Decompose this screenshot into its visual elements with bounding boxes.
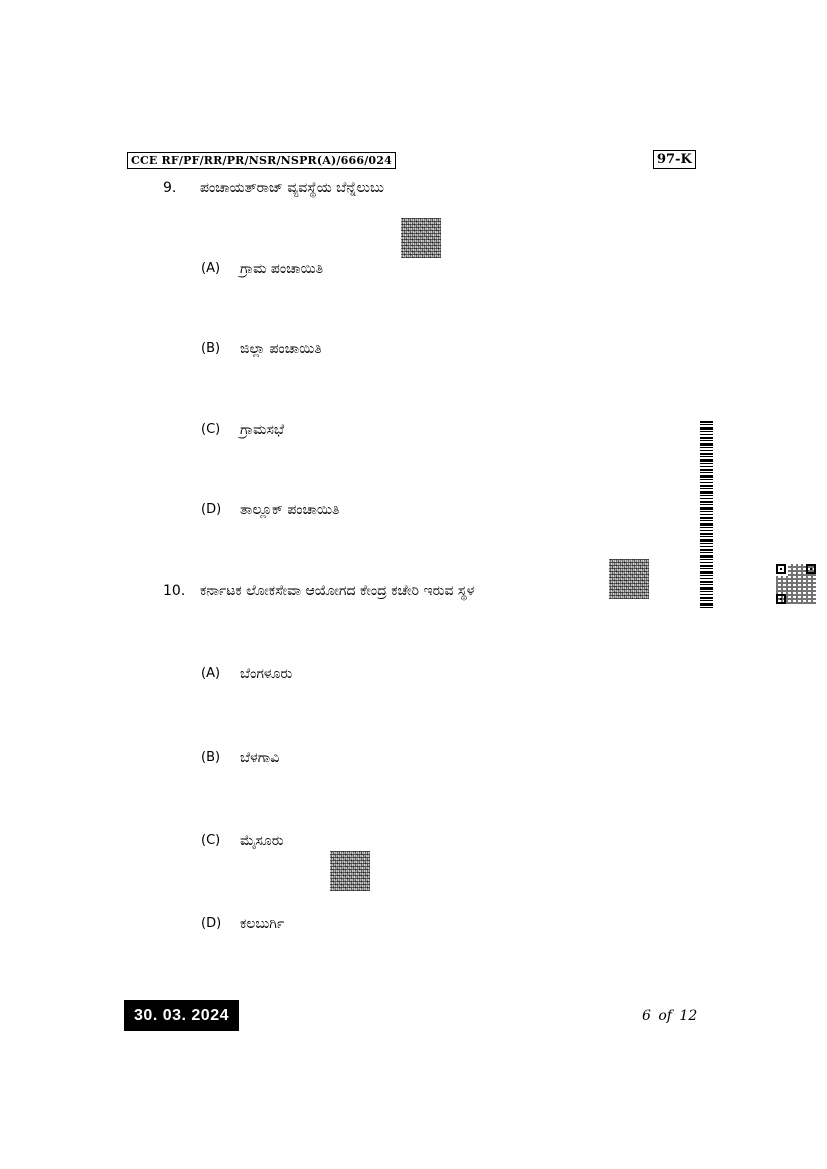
- option-text: ಗ್ರಾಮಸಭೆ: [240, 422, 285, 438]
- option-text: ಬೆಂಗಳೂರು: [240, 666, 293, 682]
- option-label: (C): [201, 833, 221, 848]
- option-label: (D): [201, 916, 222, 931]
- exam-code: CCE RF/PF/RR/PR/NSR/NSPR(A)/666/024: [127, 152, 396, 169]
- option-text: ಮೈಸೂರು: [240, 833, 284, 849]
- question-number: 10.: [163, 583, 186, 599]
- qr-code-icon: [776, 564, 816, 604]
- page-number: 6 of 12: [642, 1008, 698, 1024]
- paper-code: 97-K: [653, 150, 696, 169]
- option-text: ಜಿಲ್ಲಾ ಪಂಚಾಯಿತಿ: [240, 341, 322, 357]
- vertical-barcode: [700, 421, 713, 608]
- option-text: ಗ್ರಾಮ ಪಂಚಾಯಿತಿ: [240, 261, 324, 277]
- option-text: ಬೆಳಗಾವಿ: [240, 750, 280, 766]
- option-text: ಕಲಬುರ್ಗಿ: [240, 916, 285, 932]
- option-label: (C): [201, 422, 221, 437]
- question-text: ಪಂಚಾಯತ್‌ರಾಜ್ ವ್ಯವಸ್ಥೆಯ ಬೆನ್ನೆಲುಬು: [200, 180, 384, 196]
- option-label: (D): [201, 502, 222, 517]
- question-number: 9.: [163, 180, 177, 196]
- option-text: ತಾಲ್ಲೂಕ್ ಪಂಚಾಯಿತಿ: [240, 502, 340, 518]
- exam-date: 30. 03. 2024: [124, 1000, 239, 1031]
- security-noise-pattern: [330, 851, 370, 891]
- security-noise-pattern: [609, 559, 649, 599]
- option-label: (A): [201, 261, 221, 276]
- question-text: ಕರ್ನಾಟಕ ಲೋಕಸೇವಾ ಆಯೋಗದ ಕೇಂದ್ರ ಕಚೇರಿ ಇರುವ ಸ್ಥಳ: [200, 583, 475, 599]
- option-label: (B): [201, 750, 221, 765]
- security-noise-pattern: [401, 218, 441, 258]
- option-label: (B): [201, 341, 221, 356]
- option-label: (A): [201, 666, 221, 681]
